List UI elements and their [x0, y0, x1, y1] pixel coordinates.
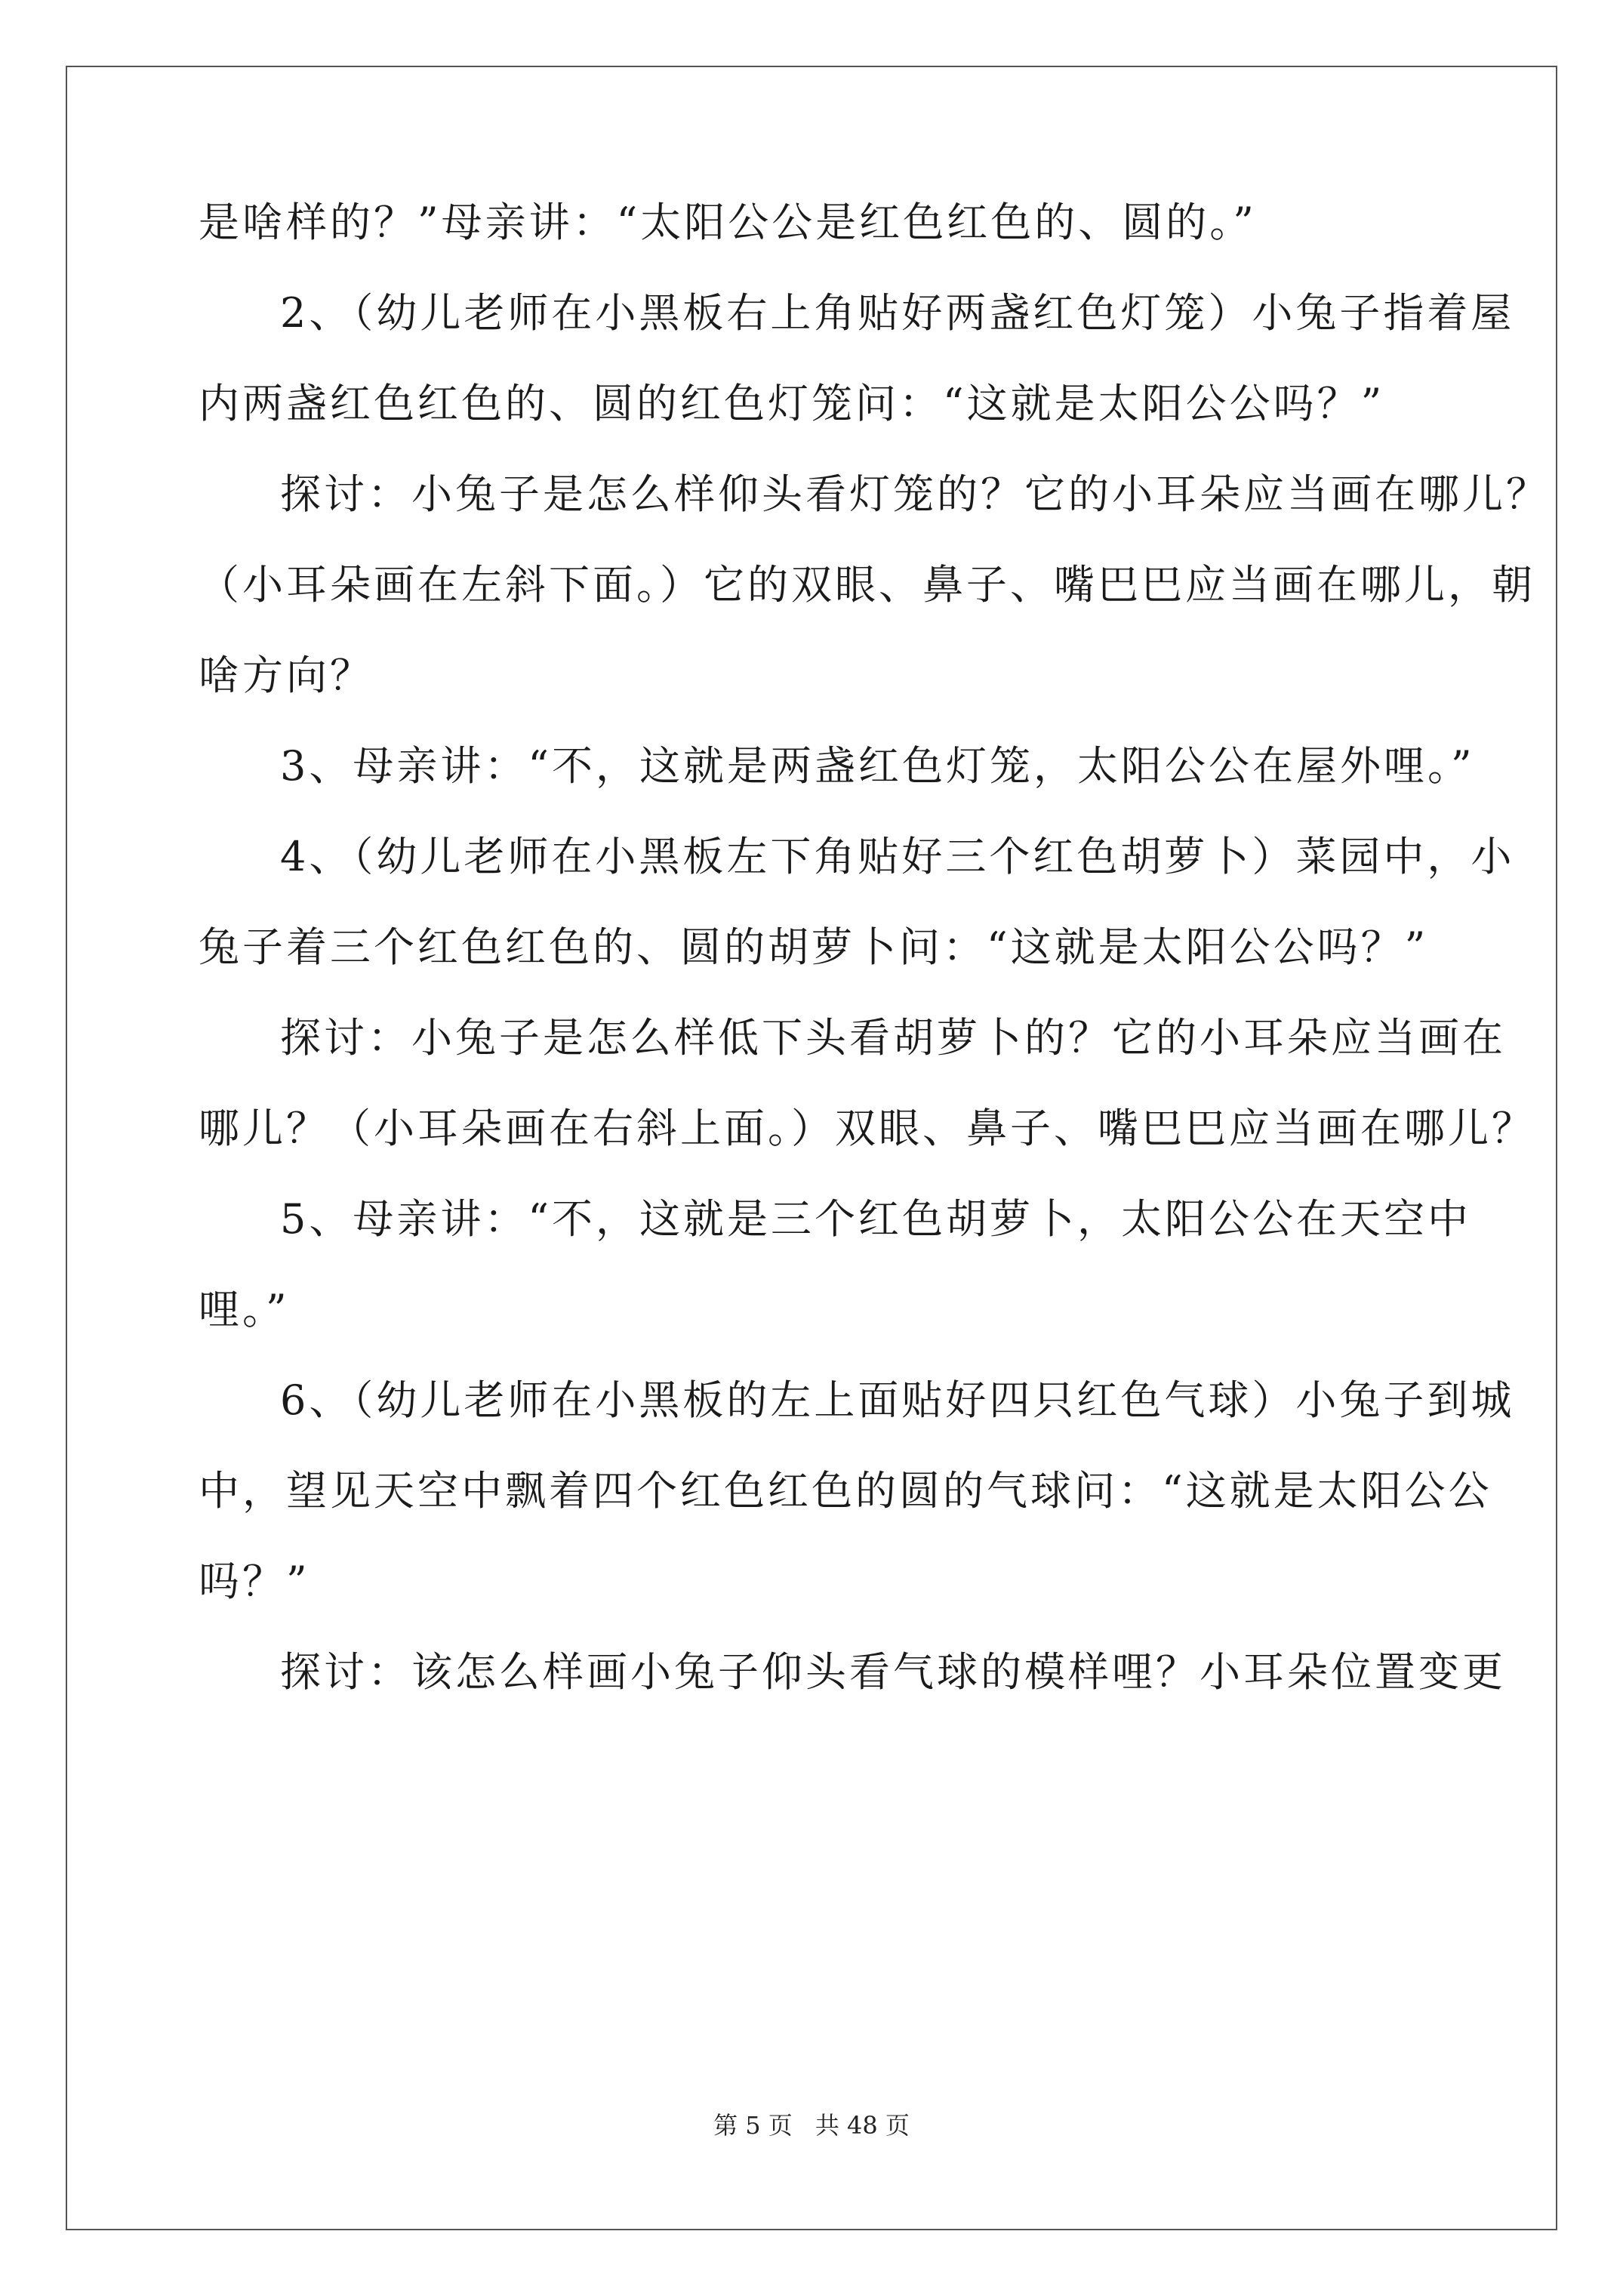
text-line: （小耳朵画在左斜下面。）它的双眼、鼻子、嘴巴巴应当画在哪儿，朝 [199, 561, 1535, 609]
text-line: 是啥样的？”母亲讲：“太阳公公是红色红色的、圆的。” [199, 199, 1257, 246]
text-line: 4、（幼儿老师在小黑板左下角贴好三个红色胡萝卜）菜园中，小 [280, 833, 1515, 880]
document-body [199, 177, 1550, 1718]
page-total: 共 48 页 [815, 2111, 910, 2140]
text-line: 探讨：小兔子是怎么样低下头看胡萝卜的？它的小耳朵应当画在 [280, 1014, 1506, 1062]
text-line: 哪儿？（小耳朵画在右斜上面。）双眼、鼻子、嘴巴巴应当画在哪儿？ [199, 1105, 1535, 1152]
text-line: 6、（幼儿老师在小黑板的左上面贴好四只红色气球）小兔子到城 [280, 1376, 1515, 1424]
text-line: 2、（幼儿老师在小黑板右上角贴好两盏红色灯笼）小兔子指着屋 [280, 289, 1515, 337]
text-line: 哩。” [199, 1286, 290, 1333]
page-footer [0, 2110, 1623, 2140]
text-line: 内两盏红色红色的、圆的红色灯笼问：“这就是太阳公公吗？” [199, 380, 1385, 427]
page-number: 第 5 页 [713, 2111, 793, 2140]
text-line: 5、母亲讲：“不，这就是三个红色胡萝卜，太阳公公在天空中 [280, 1195, 1471, 1243]
text-line: 中，望见天空中飘着四个红色红色的圆的气球问：“这就是太阳公公 [199, 1467, 1492, 1515]
text-line: 兔子着三个红色红色的、圆的胡萝卜问：“这就是太阳公公吗？” [199, 923, 1429, 971]
text-line: 吗？” [199, 1558, 310, 1605]
text-line: 3、母亲讲：“不，这就是两盏红色灯笼，太阳公公在屋外哩。” [280, 742, 1475, 790]
text-line: 啥方向？ [199, 652, 374, 699]
text-line: 探讨：该怎么样画小兔子仰头看气球的模样哩？小耳朵位置变更 [280, 1648, 1506, 1696]
text-line: 探讨：小兔子是怎么样仰头看灯笼的？它的小耳朵应当画在哪儿？ [280, 470, 1550, 518]
